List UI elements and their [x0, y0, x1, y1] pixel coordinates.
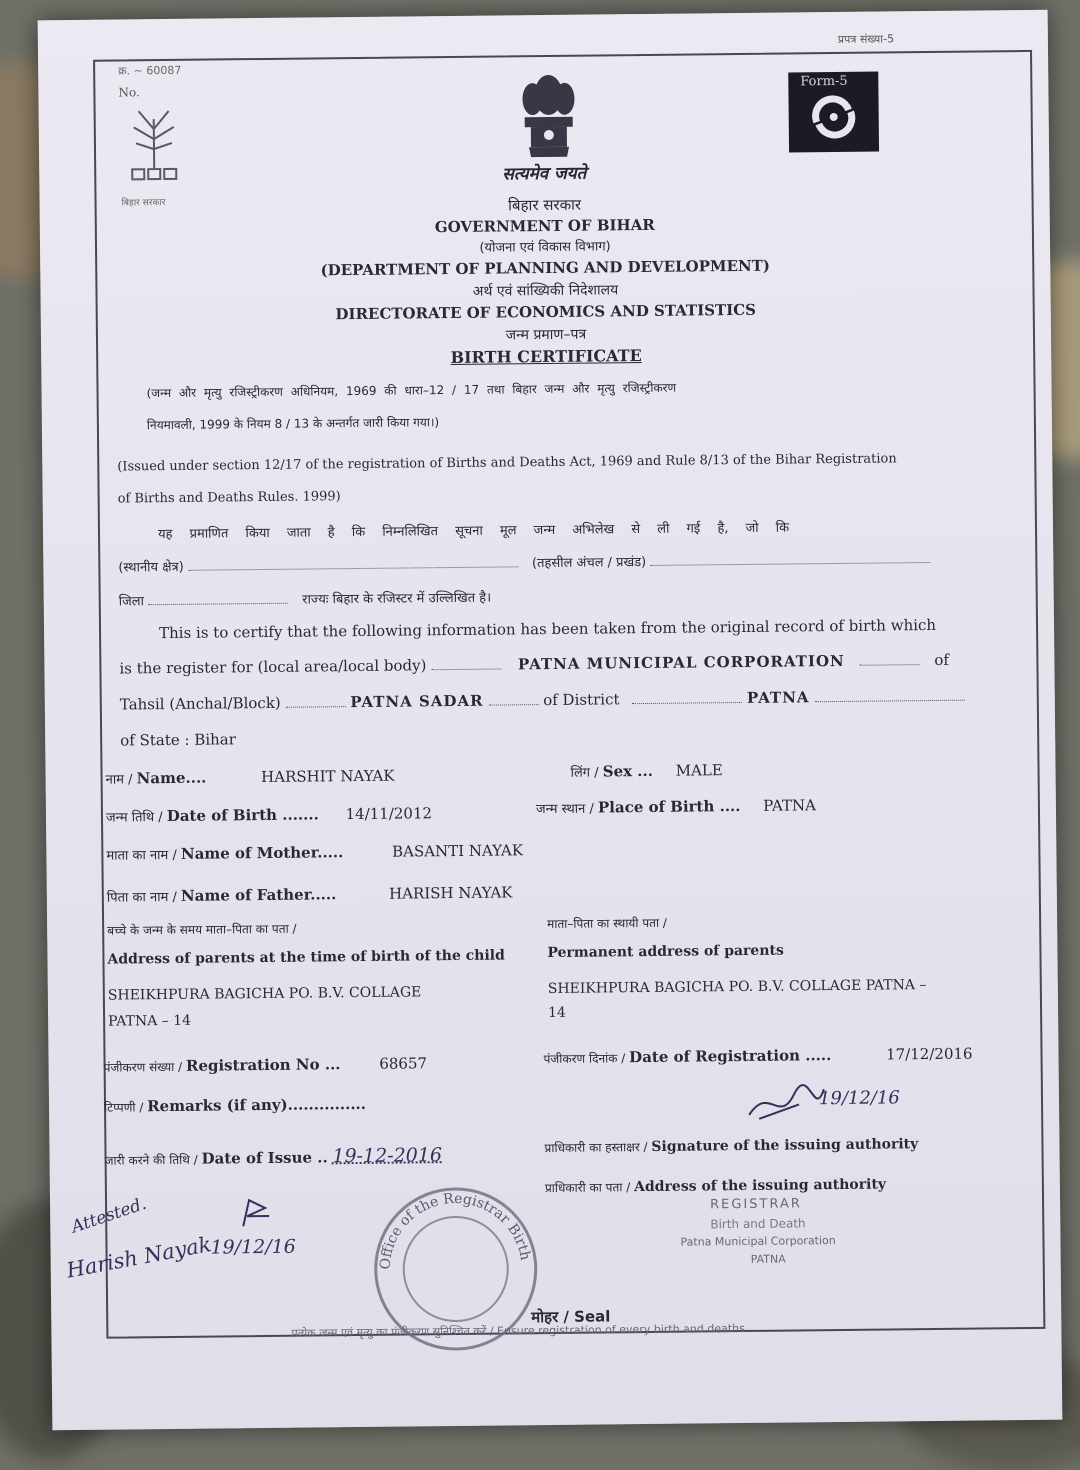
- name-value: HARSHIT NAYAK: [261, 766, 395, 787]
- legal-hindi-line2: नियमावली, 1999 के नियम 8 / 13 के अन्तर्गत जारी किया गया।): [146, 415, 440, 433]
- local-area-hi-blank: [188, 554, 518, 570]
- mother-label-en: Name of Mother.....: [180, 843, 344, 863]
- directorate-english: DIRECTORATE OF ECONOMICS AND STATISTICS: [335, 300, 757, 324]
- regno-label-en: Registration No ...: [185, 1055, 341, 1075]
- authority-stamp-line1: REGISTRAR: [710, 1196, 802, 1213]
- pob-row: [536, 796, 816, 817]
- serial-number: क्र. ~ 60087: [118, 63, 182, 78]
- addr-birth-label-en: Address of parents at the time of birth of the child: [107, 947, 505, 968]
- local-area-hi-label: (स्थानीय क्षेत्र): [118, 559, 184, 576]
- dob-value: 14/11/2012: [345, 804, 433, 824]
- issue-label-hi: जारी करने की तिथि /: [104, 1152, 202, 1168]
- regdate-label-hi: पंजीकरण दिनांक /: [543, 1051, 630, 1067]
- legal-english-line1: (Issued under section 12/17 of the registration of Births and Deaths Act, 1969 and Rule 8/13 of the Bihar Registration: [117, 451, 897, 475]
- name-row: [105, 767, 394, 788]
- form-logo: [788, 72, 879, 153]
- regno-label-hi: पंजीकरण संख्या /: [103, 1059, 187, 1075]
- of-word: of: [934, 650, 949, 669]
- local-body-label: is the register for (local area/local body): [119, 656, 427, 678]
- certificate-title-english: BIRTH CERTIFICATE: [450, 346, 642, 368]
- addr-perm-line2: 14: [547, 1004, 566, 1022]
- district-hi-blank: [148, 591, 288, 605]
- state-hi-line: राज्यः बिहार के रजिस्टर में उल्लिखित है।: [302, 590, 492, 608]
- ashoka-emblem-icon: [508, 65, 589, 166]
- addr-birth-line1: SHEIKHPURA BAGICHA PO. B.V. COLLAGE: [107, 984, 422, 1004]
- tahsil-label: Tahsil (Anchal/Block): [119, 693, 281, 714]
- addr-perm-line1: SHEIKHPURA BAGICHA PO. B.V. COLLAGE PATNA –: [547, 977, 927, 998]
- gov-hindi: बिहार सरकार: [507, 195, 582, 215]
- district-value: PATNA: [746, 688, 810, 707]
- footer-note: प्रत्येक जन्म एवं मृत्यु का पंजीकरण सुनिश्चित करें / Ensure registration of every birth and deaths: [291, 1321, 745, 1340]
- pob-label-en: Place of Birth ....: [597, 797, 741, 817]
- dob-row: [106, 804, 432, 825]
- certify-english-line1: This is to certify that the following information has been taken from the original record of birth which: [158, 615, 937, 643]
- pob-value: PATNA: [763, 796, 817, 815]
- authority-signature: [739, 1073, 900, 1135]
- tahsil-lead-blank: [285, 694, 345, 708]
- issue-date-handwritten: 19-12-2016: [332, 1144, 443, 1168]
- authaddr-label-hi: प्राधिकारी का पता /: [544, 1180, 635, 1196]
- directorate-hindi: अर्थ एवं सांख्यिकी निदेशालय: [472, 282, 619, 300]
- certify-hindi-line1: यह प्रमाणित किया जाता है कि निम्नलिखित सूचना मूल जन्म अभिलेख से ली गई है, जो कि: [157, 520, 790, 543]
- addr-perm-label-en: Permanent address of parents: [547, 942, 784, 962]
- mother-label-hi: माता का नाम /: [106, 847, 182, 864]
- sign-label-hi: प्राधिकारी का हस्ताक्षर /: [544, 1139, 652, 1156]
- father-value: HARISH NAYAK: [388, 883, 513, 903]
- dob-label-hi: जन्म तिथि /: [105, 810, 167, 826]
- regdate-label-en: Date of Registration .....: [629, 1046, 832, 1067]
- legal-english-line2: of Births and Deaths Rules. 1999): [117, 489, 341, 507]
- addr-perm-label-hi: माता–पिता का स्थायी पता /: [547, 915, 667, 932]
- certificate-title-hindi: जन्म प्रमाण–पत्र: [505, 326, 587, 344]
- dob-label-en: Date of Birth .......: [166, 805, 319, 826]
- remarks-row: [104, 1095, 366, 1116]
- seal-text: Office of the Registrar Birth: [377, 1190, 534, 1271]
- district-lead-blank: [632, 690, 742, 704]
- authority-stamp-line2: Birth and Death: [710, 1216, 806, 1232]
- registration-logo-icon: [808, 92, 859, 143]
- issue-row: [104, 1144, 442, 1170]
- tahsil-hi-blank: [650, 550, 930, 566]
- attest-date: 19/12/16: [210, 1235, 296, 1259]
- regno-row: [104, 1054, 428, 1075]
- district-hi-label: जिला: [118, 594, 145, 610]
- addr-birth-line2: PATNA – 14: [108, 1012, 192, 1030]
- father-label-hi: पिता का नाम /: [106, 889, 182, 906]
- dept-hindi: (योजना एवं विकास विभाग): [479, 239, 611, 256]
- district-label: of District: [543, 690, 620, 710]
- seal-label: मोहर / Seal: [531, 1307, 611, 1327]
- sex-row: [570, 761, 722, 781]
- authority-stamp-line3: Patna Municipal Corporation: [680, 1234, 836, 1249]
- no-label: No.: [118, 85, 140, 100]
- form-number-hi: प्रपत्र संख्या-5: [837, 32, 895, 46]
- local-body-value: PATNA MUNICIPAL CORPORATION: [517, 651, 845, 674]
- attest-initial-mark: [235, 1194, 275, 1234]
- authaddr-row: [545, 1176, 886, 1197]
- tahsil-value: PATNA SADAR: [350, 691, 484, 712]
- attest-signature-name: Harish Nayak: [64, 1232, 214, 1283]
- mother-value: BASANTI NAYAK: [391, 841, 524, 861]
- sign-label-en: Signature of the issuing authority: [651, 1136, 919, 1155]
- motto: सत्यमेव जयते: [502, 163, 587, 185]
- authaddr-label-en: Address of the issuing authority: [633, 1176, 887, 1196]
- sex-label-en: Sex ...: [602, 761, 654, 781]
- authority-stamp-line4: PATNA: [750, 1252, 786, 1266]
- state-label: of State : Bihar: [120, 730, 236, 750]
- district-trail-blank: [814, 688, 964, 703]
- issue-label-en: Date of Issue ..: [201, 1148, 328, 1168]
- local-body-trail-blank: [859, 652, 919, 666]
- legal-hindi-line1: (जन्म और मृत्यु रजिस्ट्रीकरण अधिनियम, 1969 की धारा–12 / 17 तथा बिहार जन्म और मृत्यु रजिस्ट्रीकरण: [146, 380, 677, 401]
- local-body-lead-blank: [431, 657, 501, 671]
- bihar-logo-text: बिहार सरकार: [121, 197, 166, 209]
- attested-word: Attested.: [69, 1193, 149, 1238]
- regdate-value: 17/12/2016: [885, 1044, 973, 1064]
- signature-date: 19/12/16: [818, 1087, 900, 1110]
- addr-birth-label-hi: बच्चे के जन्म के समय माता–पिता का पता /: [107, 921, 297, 938]
- tahsil-trail-blank: [488, 692, 538, 706]
- dept-english: (DEPARTMENT OF PLANNING AND DEVELOPMENT): [320, 256, 771, 280]
- tahsil-hi-label: (तहसील अंचल / प्रखंड): [531, 554, 647, 572]
- remarks-label-en: Remarks (if any)...............: [147, 1094, 367, 1116]
- remarks-label-hi: टिप्पणी /: [103, 1100, 148, 1115]
- father-label-en: Name of Father.....: [180, 885, 337, 905]
- name-label-en: Name....: [136, 768, 207, 788]
- form-number-en: Form-5: [800, 73, 848, 90]
- name-label-hi: नाम /: [105, 772, 137, 788]
- sex-label-hi: लिंग /: [570, 765, 603, 781]
- certificate-paper: [38, 10, 1063, 1430]
- gov-english: GOVERNMENT OF BIHAR: [434, 215, 655, 237]
- pob-label-hi: जन्म स्थान /: [535, 801, 599, 818]
- sex-value: MALE: [675, 761, 723, 780]
- regno-value: 68657: [379, 1054, 428, 1073]
